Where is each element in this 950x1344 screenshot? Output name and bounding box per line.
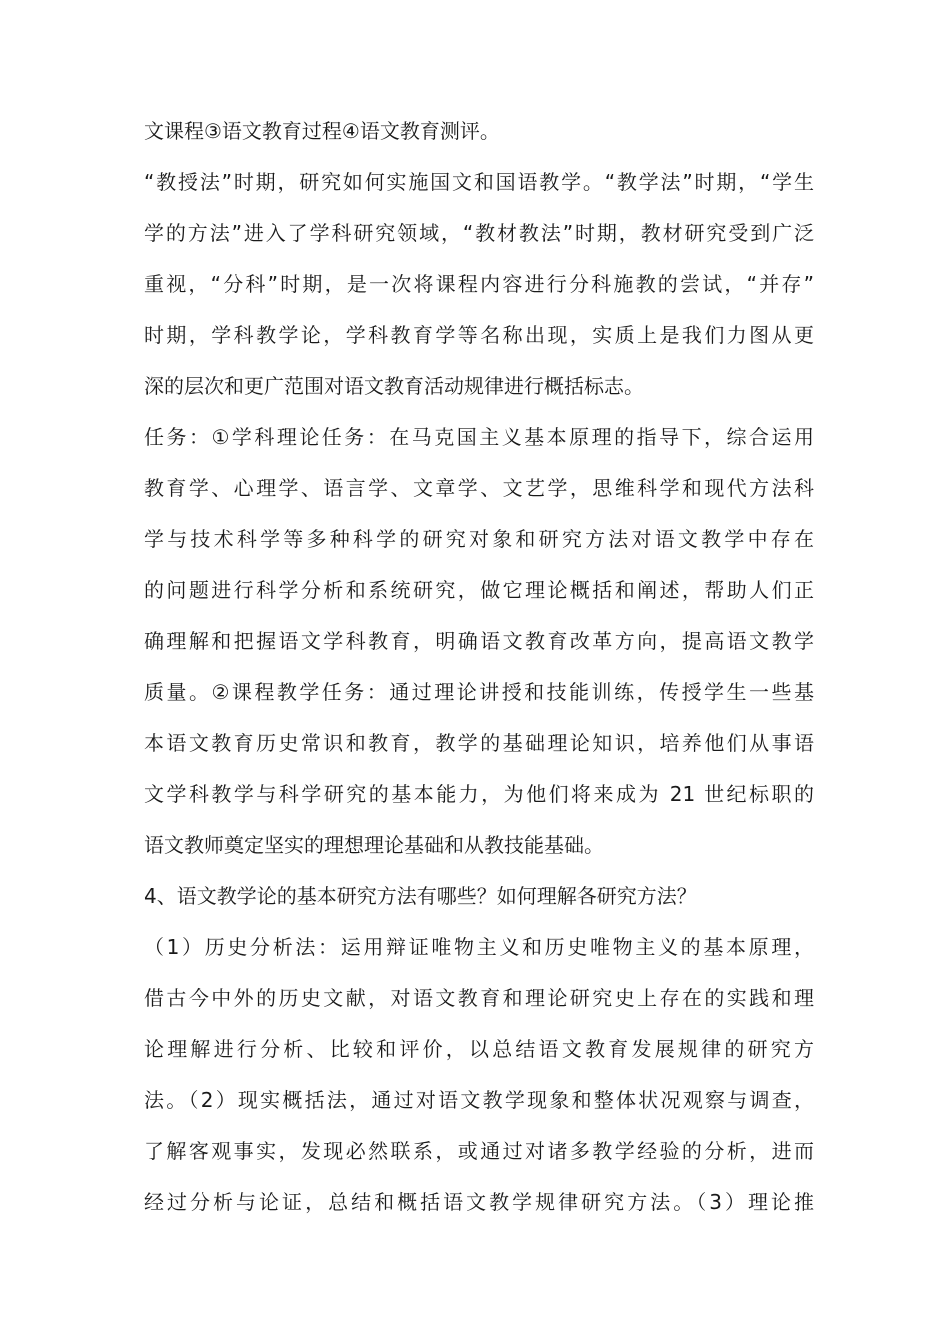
text-line: 文学科教学与科学研究的基本能力，为他们将来成为 21 世纪标职的: [144, 782, 814, 806]
text-line: 语文教师奠定坚实的理想理论基础和从教技能基础。: [144, 833, 604, 857]
text-line: 文课程③语文教育过程④语文教育测评。: [144, 119, 500, 143]
text-line: 任务：①学科理论任务：在马克国主义基本原理的指导下，综合运用: [144, 425, 814, 449]
text-line: 本语文教育历史常识和教育，教学的基础理论知识，培养他们从事语: [144, 731, 814, 755]
text-line: 质量。②课程教学任务：通过理论讲授和技能训练，传授学生一些基: [144, 680, 814, 704]
text-line: （1）历史分析法：运用辩证唯物主义和历史唯物主义的基本原理，: [144, 935, 814, 959]
text-line: 经过分析与论证，总结和概括语文教学规律研究方法。（3）理论推: [144, 1190, 814, 1214]
text-line: 借古今中外的历史文献，对语文教育和理论研究史上存在的实践和理: [144, 986, 814, 1010]
text-line: 深的层次和更广范围对语文教育活动规律进行概括标志。: [144, 374, 644, 398]
text-line: 学与技术科学等多种科学的研究对象和研究方法对语文教学中存在: [144, 527, 814, 551]
text-line: “教授法”时期，研究如何实施国文和国语教学。“教学法”时期，“学生: [144, 170, 814, 194]
text-line: 学的方法”进入了学科研究领域，“教材教法”时期，教材研究受到广泛: [144, 221, 814, 245]
text-line: 法。（2）现实概括法，通过对语文教学现象和整体状况观察与调查，: [144, 1088, 814, 1112]
text-line: 了解客观事实，发现必然联系，或通过对诸多教学经验的分析，进而: [144, 1139, 814, 1163]
text-line: 重视，“分科”时期，是一次将课程内容进行分科施教的尝试，“并存”: [144, 272, 814, 296]
question-heading: 4、语文教学论的基本研究方法有哪些？如何理解各研究方法？: [144, 884, 697, 908]
text-line: 时期，学科教学论，学科教育学等名称出现，实质上是我们力图从更: [144, 323, 814, 347]
text-line: 的问题进行科学分析和系统研究，做它理论概括和阐述，帮助人们正: [144, 578, 814, 602]
text-line: 确理解和把握语文学科教育，明确语文教育改革方向，提高语文教学: [144, 629, 814, 653]
text-line: 论理解进行分析、比较和评价，以总结语文教育发展规律的研究方: [144, 1037, 814, 1061]
text-line: 教育学、心理学、语言学、文章学、文艺学，思维科学和现代方法科: [144, 476, 814, 500]
